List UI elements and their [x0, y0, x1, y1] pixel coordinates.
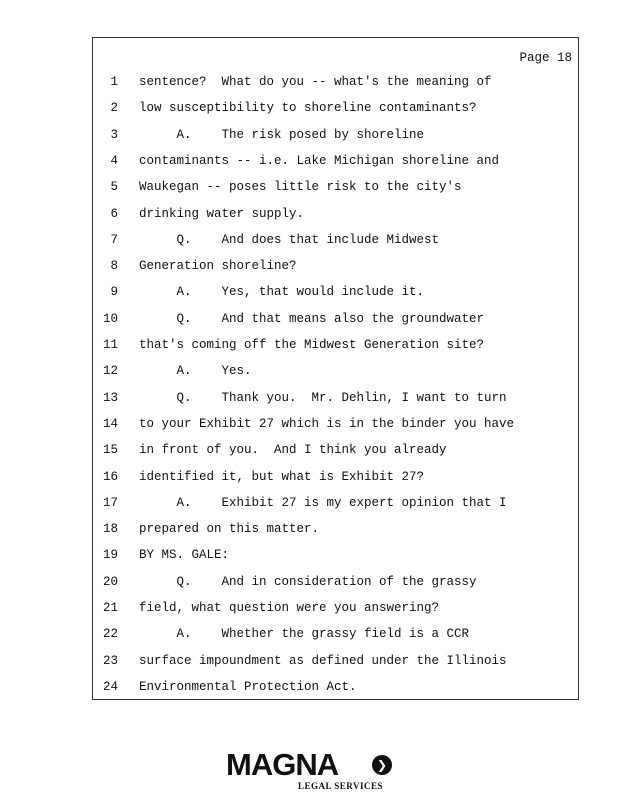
transcript-line	[93, 258, 578, 274]
line-text: Generation shoreline?	[139, 259, 297, 274]
line-text: Q. And does that include Midwest	[139, 232, 440, 247]
logo-wordmark: MAGNA	[226, 747, 339, 782]
line-number: 11	[102, 338, 118, 352]
transcript-line	[93, 311, 578, 327]
line-text: sentence? What do you -- what's the meaning of	[139, 75, 492, 89]
line-number: 1	[110, 75, 118, 89]
line-number: 2	[110, 101, 118, 116]
transcript-line	[93, 521, 578, 537]
transcript-page	[92, 37, 579, 700]
transcript-line	[93, 469, 578, 485]
line-text: that's coming off the Midwest Generation site?	[139, 338, 485, 352]
line-text: A. Whether the grassy field is a CCR	[139, 627, 470, 642]
line-number: 13	[102, 390, 118, 405]
logo-arrow-icon: ❯	[372, 755, 392, 775]
transcript-line	[93, 495, 578, 511]
line-text: field, what question were you answering?	[139, 601, 440, 615]
transcript-line	[93, 626, 578, 642]
transcript-line	[93, 416, 578, 432]
line-text: in front of you. And I think you already	[139, 443, 447, 458]
line-number: 16	[102, 469, 118, 484]
line-text: A. Exhibit 27 is my expert opinion that I	[139, 495, 507, 510]
line-text: drinking water supply.	[139, 206, 305, 221]
transcript-line	[93, 547, 578, 563]
line-number: 4	[110, 153, 118, 168]
line-number: 18	[102, 522, 118, 537]
line-text: A. Yes, that would include it.	[139, 285, 425, 300]
line-number: 22	[102, 627, 118, 642]
line-number: 7	[110, 232, 118, 247]
transcript-line	[93, 232, 578, 248]
line-text: low susceptibility to shoreline contaminants?	[139, 101, 477, 116]
transcript-line	[93, 206, 578, 222]
line-number: 19	[102, 548, 118, 563]
line-text: A. Yes.	[139, 364, 252, 379]
line-number: 15	[102, 443, 118, 458]
line-text: A. The risk posed by shoreline	[139, 127, 425, 142]
line-text: BY MS. GALE:	[139, 548, 230, 563]
transcript-line	[93, 390, 578, 406]
line-number: 5	[110, 180, 118, 195]
line-number: 3	[110, 127, 118, 142]
line-number: 21	[102, 601, 118, 615]
line-text: contaminants -- i.e. Lake Michigan shoreline and	[139, 153, 500, 168]
line-number: 10	[102, 311, 118, 326]
line-number: 23	[102, 653, 118, 668]
line-number: 24	[102, 679, 118, 694]
line-text: Q. Thank you. Mr. Dehlin, I want to turn	[139, 390, 507, 405]
magna-logo	[226, 748, 392, 792]
transcript-line	[93, 100, 578, 116]
transcript-line	[93, 284, 578, 300]
line-number: 20	[102, 574, 118, 589]
line-number: 6	[110, 206, 118, 221]
transcript-line	[93, 600, 578, 616]
line-text: Waukegan -- poses little risk to the city's	[139, 180, 462, 195]
line-text: identified it, but what is Exhibit 27?	[139, 469, 425, 484]
transcript-line	[93, 442, 578, 458]
page-number: Page 18	[519, 51, 572, 65]
transcript-line	[93, 153, 578, 169]
transcript-line	[93, 74, 578, 90]
line-text: Environmental Protection Act.	[139, 679, 357, 694]
line-text: to your Exhibit 27 which is in the binder you have	[139, 416, 515, 431]
line-number: 8	[110, 259, 118, 274]
transcript-line	[93, 679, 578, 695]
line-number: 14	[102, 416, 118, 431]
line-number: 9	[110, 285, 118, 300]
logo-subtitle: LEGAL SERVICES	[298, 781, 383, 791]
line-number: 17	[102, 495, 118, 510]
line-number: 12	[102, 364, 118, 379]
line-text: Q. And in consideration of the grassy	[139, 574, 477, 589]
line-text: prepared on this matter.	[139, 522, 320, 537]
transcript-line	[93, 653, 578, 669]
line-text: Q. And that means also the groundwater	[139, 311, 485, 326]
line-text: surface impoundment as defined under the Illinois	[139, 653, 507, 668]
transcript-line	[93, 363, 578, 379]
transcript-line	[93, 574, 578, 590]
transcript-line	[93, 337, 578, 353]
transcript-line	[93, 179, 578, 195]
transcript-line	[93, 127, 578, 143]
